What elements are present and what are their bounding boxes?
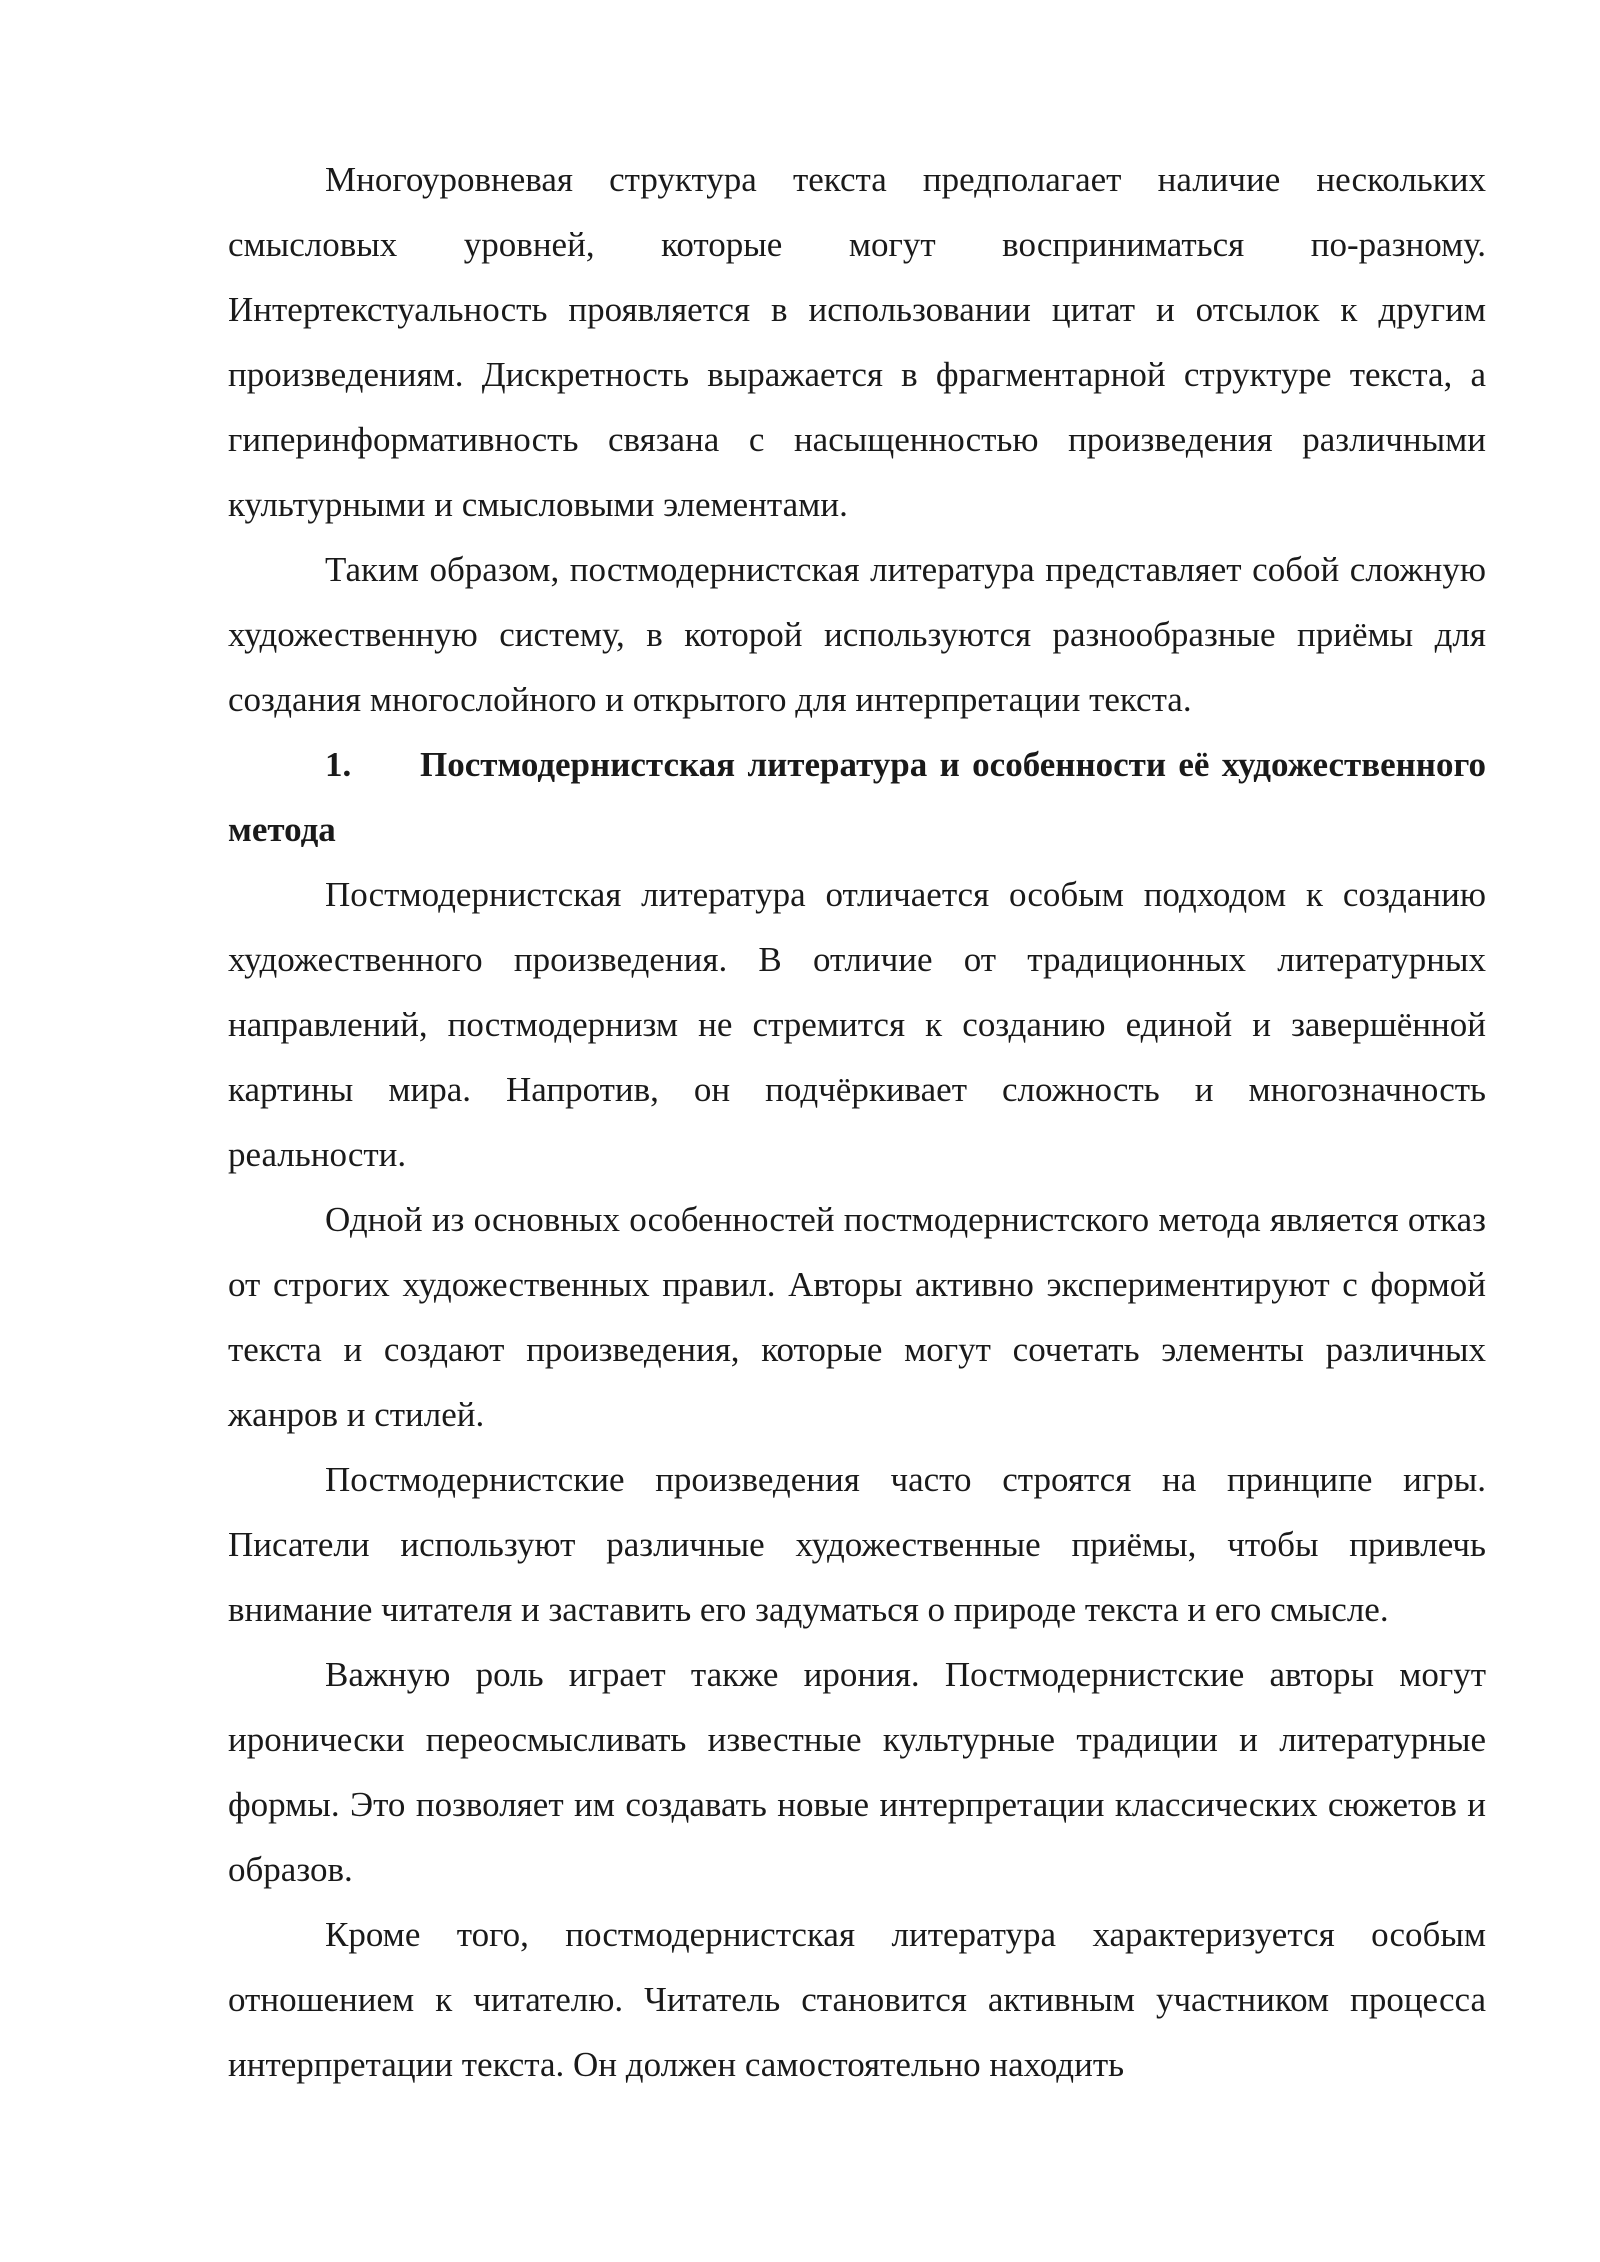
document-page — [228, 147, 1486, 2097]
section-heading — [228, 732, 1486, 862]
paragraph-reader-relation: Кроме того, постмодернистская литература характеризуется особым отношением к читателю. Читатель становится активным участником процесса интерпретации текста. Он должен самостоятельно находить — [228, 1915, 1486, 2084]
section-heading-number: 1. — [325, 745, 352, 784]
paragraph-irony: Важную роль играет также ирония. Постмодернистские авторы могут иронически переосмысливать известные культурные традиции и литературные формы. Это позволяет им создавать новые интерпретации классических сюжетов и образов. — [228, 1655, 1486, 1889]
paragraph-approach: Постмодернистская литература отличается особым подходом к созданию художественного произведения. В отличие от традиционных литературных направлений, постмодернизм не стремится к созданию единой и завершённой картины мира. Напротив, он подчёркивает сложность и многозначность реальности. — [228, 875, 1486, 1174]
paragraph-conclusion: Таким образом, постмодернистская литература представляет собой сложную художественную систему, в которой используются разнообразные приёмы для создания многослойного и открытого для интерпретации текста. — [228, 550, 1486, 719]
paragraph-multilevel-structure: Многоуровневая структура текста предполагает наличие нескольких смысловых уровней, которые могут восприниматься по-разному. Интертекстуальность проявляется в использовании цитат и отсылок к другим произведениям. Дискретность выражается в фрагментарной структуре текста, а гиперинформативность связана с насыщенностью произведения различными культурными и смысловыми элементами. — [228, 160, 1486, 524]
section-heading-text: Постмодернистская литература и особенности её художественного метода — [228, 745, 1486, 849]
paragraph-game-principle: Постмодернистские произведения часто строятся на принципе игры. Писатели используют различные художественные приёмы, чтобы привлечь внимание читателя и заставить его задуматься о природе текста и его смысле. — [228, 1460, 1486, 1629]
paragraph-method-features: Одной из основных особенностей постмодернистского метода является отказ от строгих художественных правил. Авторы активно экспериментируют с формой текста и создают произведения, которые могут сочетать элементы различных жанров и стилей. — [228, 1200, 1486, 1434]
